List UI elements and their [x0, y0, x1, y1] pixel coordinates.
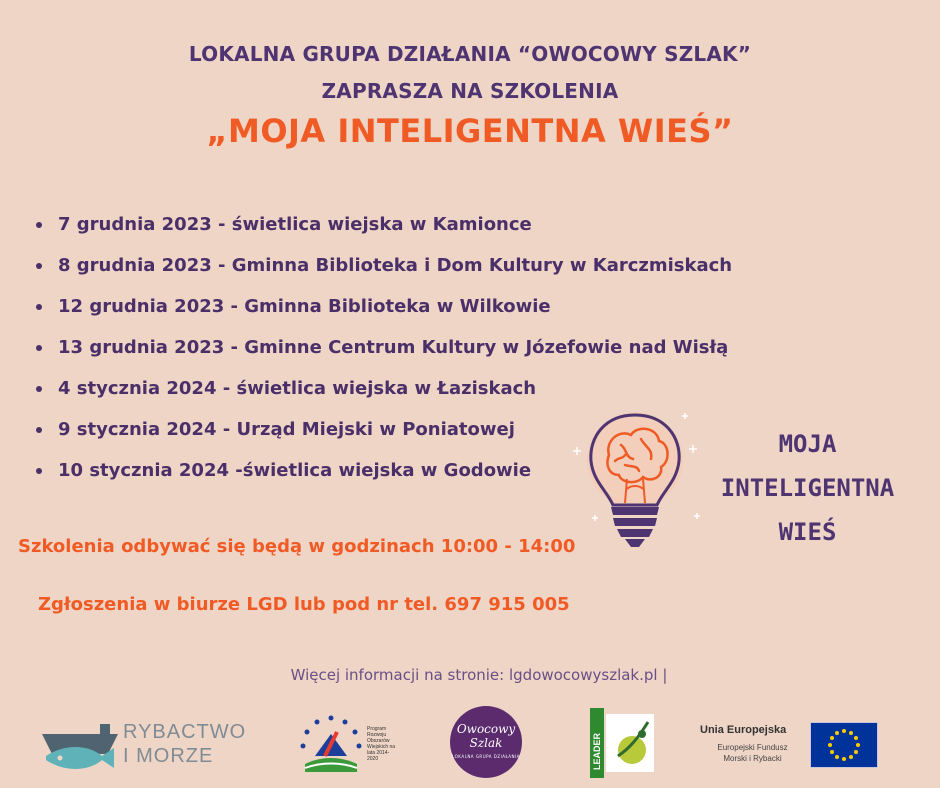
- list-item: [36, 286, 732, 327]
- leader-logo: [590, 708, 656, 778]
- fish-boat-icon: [38, 714, 120, 770]
- brand-line-1: MOJA: [778, 430, 837, 458]
- header: [0, 36, 940, 150]
- ue-sub-1: Europejski Fundusz: [717, 743, 788, 752]
- event-text: 8 grudnia 2023 - Gminna Biblioteka i Dom Kultury w Karczmiskach: [58, 254, 733, 276]
- brand-line-3: WIEŚ: [778, 518, 837, 546]
- eu-flag-icon: [810, 722, 878, 768]
- header-line-1: LOKALNA GRUPA DZIAŁANIA “OWOCOWY SZLAK”: [188, 42, 752, 66]
- bullet-icon: [36, 263, 42, 269]
- bullet-icon: [36, 427, 42, 433]
- rybactwo-text: [123, 720, 246, 768]
- brand-line-2: INTELIGENTNA: [720, 474, 895, 502]
- rybactwo-line-1: RYBACTWO: [123, 721, 247, 743]
- brand-graphic-text: [690, 422, 925, 554]
- owocowy-szlak-logo: [450, 706, 522, 778]
- bullet-icon: [36, 386, 42, 392]
- list-item: [36, 204, 732, 245]
- header-line-2: ZAPRASZA NA SZKOLENIA: [321, 79, 619, 103]
- prow-text: Program Rozwoju Obszarów Wiejskich na lata 2014-2020: [367, 726, 396, 762]
- event-text: 10 stycznia 2024 -świetlica wiejska w Godowie: [58, 459, 532, 481]
- leader-icon: [590, 708, 656, 778]
- ue-title: Unia Europejska: [700, 724, 787, 736]
- event-text: 4 stycznia 2024 - świetlica wiejska w Łaziskach: [58, 377, 537, 399]
- leader-text: LEADER: [592, 732, 602, 770]
- hours-text: Szkolenia odbywać się będą w godzinach 10:00 - 14:00: [18, 536, 576, 557]
- event-text: 9 stycznia 2024 - Urząd Miejski w Poniatowej: [58, 418, 515, 440]
- rybactwo-logo: [38, 714, 253, 770]
- bullet-icon: [36, 468, 42, 474]
- bullet-icon: [36, 222, 42, 228]
- event-text: 7 grudnia 2023 - świetlica wiejska w Kamionce: [58, 213, 532, 235]
- bullet-icon: [36, 345, 42, 351]
- eu-stars-house-icon: [295, 712, 367, 776]
- owocowy-sub: LOKALNA GRUPA DZIAŁANIA: [452, 754, 520, 759]
- list-item: [36, 368, 732, 409]
- owocowy-line-2: Szlak: [469, 736, 503, 750]
- event-text: 13 grudnia 2023 - Gminne Centrum Kultury w Józefowie nad Wisłą: [58, 336, 729, 358]
- rybactwo-line-2: I MORZE: [123, 745, 214, 767]
- bullet-icon: [36, 304, 42, 310]
- logo-bar: [0, 700, 940, 780]
- more-info-text: Więcej informacji na stronie: lgdowocowyszlak.pl |: [290, 666, 668, 684]
- contact-text: Zgłoszenia w biurze LGD lub pod nr tel. 697 915 005: [38, 594, 570, 615]
- page-title: „MOJA INTELIGENTNA WIEŚ”: [206, 112, 734, 150]
- event-text: 12 grudnia 2023 - Gminna Biblioteka w Wilkowie: [58, 295, 551, 317]
- prow-logo: [295, 712, 395, 776]
- list-item: [36, 327, 732, 368]
- list-item: [36, 245, 732, 286]
- ue-sub-2: Morski i Rybacki: [723, 754, 782, 763]
- lightbulb-brain-icon: [565, 405, 705, 555]
- ue-text: [700, 724, 805, 764]
- owocowy-line-1: Owocowy: [456, 722, 516, 736]
- more-info: [0, 666, 940, 684]
